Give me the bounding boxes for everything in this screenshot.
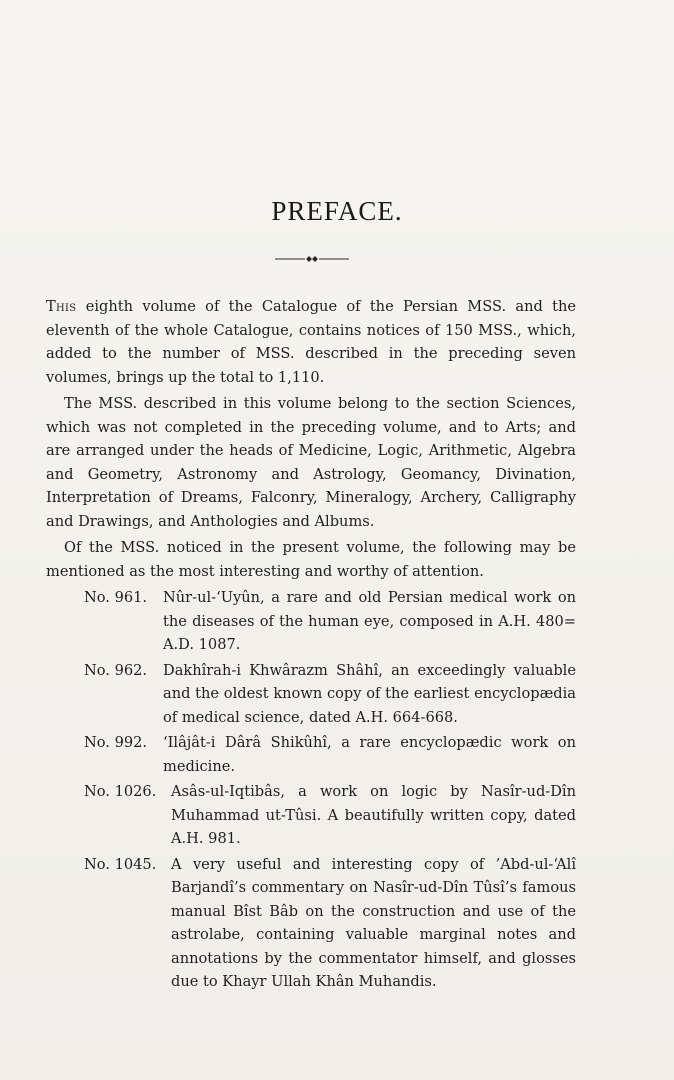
manuscript-description: Asâs-ul-Iqtibâs, a work on logic by Nasîr-ud-Dîn Muhammad ut-Tûsi. A beautifully written copy, dated A.H. 981. [171,783,576,847]
manuscript-number: No. 961. [84,589,148,606]
list-item [84,780,576,851]
page-title: PREFACE. [271,196,403,226]
paragraph-1-lead: This [46,298,77,315]
manuscript-description: ‘Ilâjât-i Dârâ Shikûhî, a rare encyclopædic work on medicine. [163,734,576,775]
paragraph-1 [46,295,576,389]
paragraph-2: The MSS. described in this volume belong to the section Sciences, which was not completed in the preceding volume, and to Arts; and are arranged under the heads of Medicine, Logic, Arithmetic, Algebra and Geometry, Astronomy and Astrology, Geomancy, Divination, Interpretation of Dreams, Falconry, Mineralogy, Archery, Calligraphy and Drawings, and Anthologies and Albums. [46,395,576,530]
paragraph-1-text: eighth volume of the Catalogue of the Persian MSS. and the eleventh of the whole Catalogue, contains notices of 150 MSS., which, added to the number of MSS. described in the preceding seven volumes, brings up the total to 1,110. [46,298,576,386]
manuscript-number: No. 962. [84,661,148,679]
list-item [84,586,576,657]
notable-manuscripts-list [46,586,576,994]
title-ornament [275,253,349,265]
manuscript-description: A very useful and interesting copy of ’Abd-ul-‘Alî Barjandî’s commentary on Nasîr-ud-Dîn Tûsî’s famous manual Bîst Bâb on the construction and use of the astrolabe, containing valuable marginal notes and annotations by the commentator himself, and glosses due to Khayr Ullah Khân Muhandis. [171,855,576,990]
list-item [84,731,576,778]
list-item [84,659,576,730]
paragraph-3: Of the MSS. noticed in the present volume, the following may be mentioned as the most interesting and worthy of attention. [46,539,576,580]
manuscript-number: No. 992. [84,734,148,751]
manuscript-description: Dakhîrah-i Khwârazm Shâhî, an exceedingly valuable and the oldest known copy of the earliest encyclopædia of medical science, dated A.H. 664-668. [163,661,576,726]
preface-body [46,295,576,996]
list-item [84,853,576,994]
manuscript-number: No. 1045. [84,855,157,873]
manuscript-description: Nûr-ul-‘Uyûn, a rare and old Persian medical work on the diseases of the human eye, composed in A.H. 480= A.D. 1087. [163,589,576,653]
manuscript-number: No. 1026. [84,783,157,800]
